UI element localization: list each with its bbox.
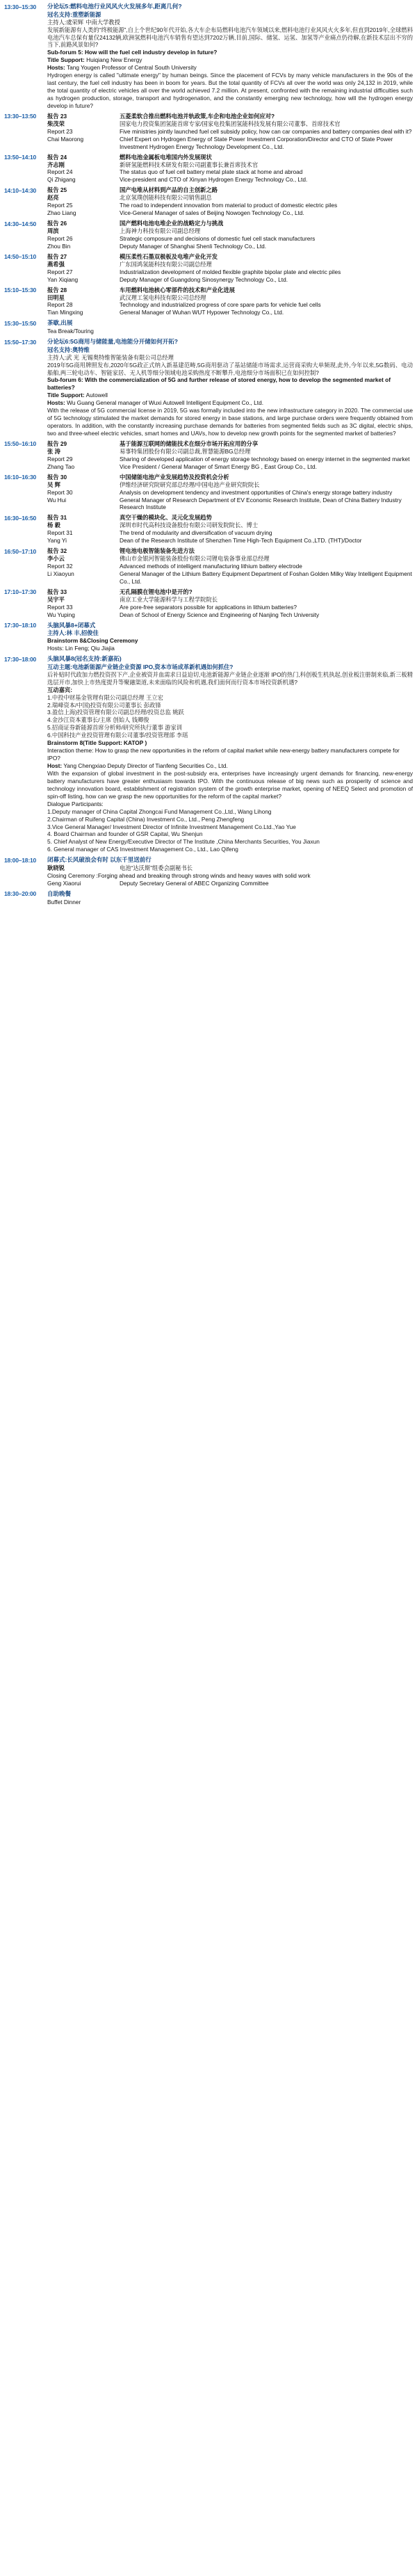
report-speaker-en bbox=[47, 537, 413, 545]
report-number-cn: 报告 30 bbox=[47, 473, 67, 481]
report-number-cn: 报告 23 bbox=[47, 112, 67, 120]
subforum-label-en: Sub-forum 5: bbox=[47, 49, 83, 56]
report-speaker-cn bbox=[47, 261, 413, 268]
speaker-title-cn: 南京工业大学能源科学与工程学院院长 bbox=[120, 595, 218, 603]
host-label-cn: 主持人:虞荣辉 bbox=[47, 18, 84, 26]
report-number-en: Report 31 bbox=[47, 529, 73, 537]
list-item: 4.金沙江资本董事长/主席 创始人 钱卿俊 bbox=[47, 716, 149, 724]
brainstorm-host-cn: 主持人:林 丰,招俊佳 bbox=[47, 629, 99, 637]
report-title-cn bbox=[47, 514, 413, 522]
speaker-name-en: Zhao Liang bbox=[47, 209, 76, 217]
speaker-title-cn: 易事特集团股份有限公司副总裁,智慧能源BG总经理 bbox=[120, 447, 251, 455]
host-name-cn: 中南大学教授 bbox=[85, 18, 120, 26]
report-title-en bbox=[47, 128, 413, 136]
speaker-title-cn: 新研氢能燃料技术研发有限公司副董事长兼首席技术官 bbox=[120, 161, 259, 168]
report-number-cn: 报告 27 bbox=[47, 252, 67, 260]
subforum-text-en: With the commercialization of 5G and further release of stored energy, how to develop the segmented market of batteries? bbox=[47, 376, 391, 392]
report-title-cn bbox=[47, 474, 413, 481]
closing-title-en: Closing Ceremony :Forging ahead and breaking through strong winds and heavy waves with solid work bbox=[47, 871, 311, 879]
hosts-text-en: Wu Guang General manager of Wuxi Autowell Intelligent Equipment Co., Ltd. bbox=[67, 399, 264, 407]
speaker-title-cn: 电池“达沃斯”组委会副秘书长 bbox=[120, 864, 193, 871]
time-slot: 15:50–16:10 bbox=[4, 440, 37, 448]
brainstorm8-title-en: Brainstorm 8(Title Support: KATOP ) bbox=[47, 739, 147, 747]
report-number-en: Report 23 bbox=[47, 127, 73, 135]
speaker-title-en: Chief Expert on Hydrogen Energy of State Power Investment Corporation/Director and CTO of State Power Investment Hydrogen Energy Technology Development Co., Ltd. bbox=[120, 135, 393, 150]
report-number-en: Report 24 bbox=[47, 168, 73, 176]
list-item: 5. Chief Analyst of New Energy/Executive Director of The Institute ,China Merchants Securities, You Jiaxun bbox=[47, 838, 320, 846]
report-number-en: Report 33 bbox=[47, 603, 73, 611]
speaker-title-en: General Manager of Research Department of EV Economic Research Institute, Dean of China Battery Industry Research Institute bbox=[120, 496, 402, 511]
brainstorm8-topic-en: Interaction theme: How to grasp the new opportunities in the reform of capital market while new-energy battery manufacturers compete for IPO? bbox=[47, 747, 400, 762]
agenda-block-closing bbox=[4, 856, 413, 887]
session-host-en bbox=[47, 399, 413, 407]
report-text-cn: 燃料电池金属板电堆国内外发展现状 bbox=[120, 153, 212, 161]
agenda-block-subforum6 bbox=[4, 338, 413, 437]
speaker-name-cn: 耿晓锐 bbox=[47, 864, 65, 871]
speaker-name-cn: 柴茂荣 bbox=[47, 120, 65, 127]
speaker-title-en: Dean of School of Energy Science and Engineering of Nanjing Tech University bbox=[120, 611, 320, 618]
report-title-cn bbox=[47, 186, 413, 194]
speaker-name-cn: 李小云 bbox=[47, 555, 65, 563]
report-speaker-en bbox=[47, 497, 413, 512]
teabreak-label-cn: 茶歇,出展 bbox=[47, 319, 73, 327]
report-text-en: The trend of modularity and diversification of vacuum drying bbox=[120, 529, 272, 537]
report-text-en: Sharing of developed application of energy storage technology based on energy internet in the segmented market bbox=[120, 455, 410, 462]
host-text-en: Yang Chengxiao Deputy Director of Tianfeng Securities Co., Ltd. bbox=[63, 762, 228, 770]
report-speaker-cn bbox=[47, 194, 413, 202]
dinner-label-en: Buffet Dinner bbox=[47, 898, 81, 905]
speaker-name-en: Wu Yuping bbox=[47, 611, 75, 618]
time-slot: 16:10–16:30 bbox=[4, 474, 37, 481]
session-desc-en: Hydrogen energy is called "ultimate energy" by human beings. Since the placement of FCVs by many vehicle manufacturers in the 90s of the last century, the fuel cell industry has been in boom for years. But the total quantity of FCVs all over the world was only 24,132 in 2019, while the total quantity of electric vehicles all over the world achieved 7.2 million. At present, confronted with the remaining industrial difficulties such as hydrogen production, storage, transport and hydrogenation, and the constantly emerging new technology, how will the hydrogen energy develop in future? bbox=[47, 72, 413, 109]
brainstorm8-title-cn: 头脑风暴8(冠名支持:新嘉拓) bbox=[47, 655, 122, 663]
agenda-block-report29 bbox=[4, 440, 413, 471]
report-text-cn: 基于能源互联网的储能技术在细分市场开拓应用的分享 bbox=[120, 440, 259, 447]
closing-speaker-cn bbox=[47, 864, 413, 872]
report-number-cn: 报告 26 bbox=[47, 220, 67, 227]
speaker-name-en: Qi Zhigang bbox=[47, 176, 76, 184]
report-title-cn bbox=[47, 220, 413, 227]
speaker-name-cn: 张 涛 bbox=[47, 447, 60, 455]
brainstorm8-guests-label-en: Dialogue Participants: bbox=[47, 800, 104, 807]
agenda-block-report27 bbox=[4, 253, 413, 284]
support-text-en: Autowell bbox=[85, 392, 108, 399]
speaker-title-cn: 国家电力投资集团氢能首席专家/国家电投集团氢能科技发展有限公司董事、首席技术官 bbox=[120, 120, 341, 127]
time-slot: 13:50–14:10 bbox=[4, 154, 37, 161]
subforum-label-en: Sub-forum 6: bbox=[47, 376, 83, 384]
subforum-text-en: How will the fuel cell industry develop in future? bbox=[84, 49, 218, 56]
speaker-name-en: Yang Yi bbox=[47, 537, 67, 545]
report-text-en: Technology and industrialized progress of core spare parts for vehicle fuel cells bbox=[120, 301, 321, 309]
time-slot: 13:30–15:30 bbox=[4, 3, 37, 10]
time-slot: 15:30–15:50 bbox=[4, 319, 37, 327]
agenda-block-report23 bbox=[4, 113, 413, 151]
report-number-cn: 报告 24 bbox=[47, 153, 67, 161]
brainstorm-host-en: Hosts: Lin Feng; Qiu Jiajia bbox=[47, 645, 115, 652]
report-title-en bbox=[47, 529, 413, 537]
speaker-name-cn: 吴 辉 bbox=[47, 481, 60, 488]
session-host-cn bbox=[47, 354, 413, 362]
speaker-title-en: Vice President / General Manager of Smart Energy BG , East Group Co., Ltd. bbox=[120, 462, 317, 470]
list-item: 2.瑞峰资本/中国)投资有限公司董事长 彭政锋 bbox=[47, 701, 161, 709]
agenda-block-report31 bbox=[4, 514, 413, 545]
time-slot: 18:30–20:00 bbox=[4, 890, 37, 898]
report-speaker-en bbox=[47, 463, 413, 471]
report-speaker-en bbox=[47, 570, 413, 586]
speaker-name-cn: 赵亮 bbox=[47, 194, 59, 202]
report-number-cn: 报告 31 bbox=[47, 514, 67, 522]
report-title-cn bbox=[47, 253, 413, 261]
speaker-name-en: Li Xiaoyun bbox=[47, 570, 74, 577]
support-label-en: Title Support: bbox=[47, 392, 85, 399]
report-title-en bbox=[47, 456, 413, 463]
time-slot: 13:30–13:50 bbox=[4, 113, 37, 120]
report-speaker-en bbox=[47, 209, 413, 217]
speaker-name-cn: 齐志刚 bbox=[47, 161, 65, 168]
report-number-en: Report 28 bbox=[47, 301, 73, 309]
report-title-cn bbox=[47, 287, 413, 294]
agenda-block-teabreak bbox=[4, 319, 413, 335]
speaker-name-en: Geng Xiaorui bbox=[47, 879, 81, 887]
report-number-en: Report 27 bbox=[47, 268, 73, 275]
session-title-cn: 分论坛5:燃料电池行业风风火火发展多年,距离几何? bbox=[47, 3, 182, 10]
report-text-cn: 中国储能电池产业发展趋势及投资机会分析 bbox=[120, 473, 229, 481]
time-slot: 15:10–15:30 bbox=[4, 287, 37, 294]
speaker-name-cn: 燕希强 bbox=[47, 260, 65, 268]
agenda-page bbox=[0, 0, 417, 913]
closing-speaker-en bbox=[47, 880, 413, 887]
report-title-cn bbox=[47, 588, 413, 596]
report-number-en: Report 30 bbox=[47, 488, 73, 496]
speaker-title-cn: 深圳市时代高科技设备股份有限公司研发院院长、博士 bbox=[120, 522, 259, 529]
list-item: 6. General manager of CAS Investment Management Co., Ltd., Lao Qifeng bbox=[47, 846, 238, 853]
time-slot: 16:30–16:50 bbox=[4, 514, 37, 522]
report-number-cn: 报告 25 bbox=[47, 186, 67, 194]
time-slot: 14:10–14:30 bbox=[4, 186, 37, 194]
agenda-block-subforum5 bbox=[4, 3, 413, 110]
report-speaker-en bbox=[47, 309, 413, 316]
speaker-name-cn: 田明星 bbox=[47, 293, 65, 301]
speaker-title-cn: 伊维经济研究院研究部总经理/中国电池产业研究院院长 bbox=[120, 481, 260, 488]
agenda-block-brainstorm-header bbox=[4, 622, 413, 653]
support-label-en: Title Support: bbox=[47, 56, 85, 64]
report-title-en bbox=[47, 563, 413, 570]
speaker-name-cn: 周滨 bbox=[47, 227, 59, 235]
speaker-name-en: Yan Xiqiang bbox=[47, 275, 79, 283]
list-item: 1.中投中财基金管理有限公司副总经理 王立宏 bbox=[47, 693, 163, 701]
report-title-cn bbox=[47, 113, 413, 120]
report-text-cn: 五菱柔软合推出燃料电池并轨政策,车企和电池企业如何应对? bbox=[120, 112, 275, 120]
report-speaker-cn bbox=[47, 161, 413, 169]
brainstorm8-host-en bbox=[47, 762, 413, 770]
report-text-cn: 模压柔性石墨双极板及电堆产业化开发 bbox=[120, 252, 218, 260]
speaker-title-en: Vice-General Manager of sales of Beijing Nowogen Technology Co., Ltd. bbox=[120, 209, 304, 217]
session-support-cn: 冠名支持:奥特维 bbox=[47, 346, 90, 353]
brainstorm8-topic-cn: 互动主题:电池新能源产业链企业资源 IPO,资本市场成革新机遇如何抓住? bbox=[47, 663, 234, 670]
report-text-en: Strategic composure and decisions of domestic fuel cell stack manufacturers bbox=[120, 234, 316, 242]
speaker-name-en: Zhang Tao bbox=[47, 462, 75, 470]
agenda-block-report28 bbox=[4, 287, 413, 317]
session-host-en bbox=[47, 64, 413, 72]
time-slot: 17:10–17:30 bbox=[4, 588, 37, 596]
session-host-cn bbox=[47, 19, 413, 26]
time-slot: 15:50–17:30 bbox=[4, 338, 37, 346]
agenda-block-report24 bbox=[4, 154, 413, 184]
session-subforum-en bbox=[47, 49, 413, 56]
speaker-name-en: Wu Hui bbox=[47, 496, 67, 504]
report-speaker-en bbox=[47, 611, 413, 619]
list-item: 1.Deputy manager of China Capital Zhongcai Fund Management Co.,Ltd., Wang Lihong bbox=[47, 807, 272, 815]
speaker-title-en: General Manager of the Lithium Battery Equipment Department of Foshan Golden Milky Way Intelligent Equipment Co., Ltd. bbox=[120, 570, 412, 585]
report-text-en: Are pore-free separators possible for applications in lithium batteries? bbox=[120, 603, 297, 611]
report-title-en bbox=[47, 489, 413, 497]
report-text-cn: 无孔隔膜在锂电池中是开的? bbox=[120, 588, 193, 595]
report-title-en bbox=[47, 235, 413, 243]
report-speaker-cn bbox=[47, 294, 413, 302]
report-number-cn: 报告 29 bbox=[47, 440, 67, 447]
session-desc-cn: 2019年5G商用牌照发布,2020年5G政正式纳入新基建范畴,5G商用驱动了基站储能市场需求,运营商采购大单频现,此外,今年以来,5G数码、电动船舶,两三轮电动车、智能家居、无人机等细分领域电池采购热度不断攀升,电池细分市场面积已在如何控制? bbox=[47, 361, 413, 376]
report-text-cn: 真空干燥的模块化、灵元化发展趋势 bbox=[120, 514, 212, 522]
brainstorm8-guests-label-cn: 互动嘉宾: bbox=[47, 686, 72, 693]
host-name-cn: 无锡奥特维智能装备有限公司总经理 bbox=[81, 353, 174, 361]
agenda-block-report32 bbox=[4, 547, 413, 586]
report-text-en: The road to independent innovation from material to product of domestic electric piles bbox=[120, 202, 338, 209]
teabreak-label-en: Tea Break/Touring bbox=[47, 328, 94, 335]
support-text-en: Huiqiang New Energy bbox=[86, 56, 142, 64]
report-text-en: The status quo of fuel cell battery metal plate stack at home and abroad bbox=[120, 168, 303, 176]
dinner-label-cn: 自助晚餐 bbox=[47, 889, 72, 897]
report-number-en: Report 25 bbox=[47, 202, 73, 209]
list-item: 2.Chairman of Ruifeng Capital (China) Investment Co., Ltd., Peng Zhengfeng bbox=[47, 815, 245, 823]
report-number-en: Report 26 bbox=[47, 234, 73, 242]
session-desc-cn: 发展新能源有人类的“终极能源”,自上个世纪90年代开始,各大车企布局燃料电池汽车领域以来,燃料电池行业风风火火多年,但直到2019年,全球燃料电池汽车总保有量仅24132辆,欧洲氢燃料电池汽车销售有望达到7202万辆,目前,国际、储氢、运氢、加氢等产业痛点仍待解,在新技术层出不穷的当下,前路风景如何? bbox=[47, 26, 413, 49]
session-support-en bbox=[47, 56, 413, 64]
time-slot: 14:50–15:10 bbox=[4, 253, 37, 261]
speaker-title-cn: 上海神力科技有限公司副总经理 bbox=[120, 227, 201, 235]
brainstorm-title-cn: 头脑风暴8+闭幕式 bbox=[47, 621, 96, 629]
report-title-en bbox=[47, 604, 413, 611]
brainstorm8-guest-list-en bbox=[47, 808, 413, 854]
report-title-cn bbox=[47, 547, 413, 555]
report-speaker-cn bbox=[47, 448, 413, 456]
report-speaker-cn bbox=[47, 120, 413, 128]
brainstorm-title-en: Brainstorm 8&Closing Ceremony bbox=[47, 637, 138, 645]
speaker-title-en: Vice-president and CTO of Xinyan Hydrogen Energy Technology Co., Ltd. bbox=[120, 176, 308, 184]
report-text-en: Five ministries jointly launched fuel cell subsidy policy, how can car companies and battery companies deal with it? bbox=[120, 127, 412, 135]
speaker-name-en: Tian Mingxing bbox=[47, 309, 83, 316]
speaker-title-en: Deputy Manager of Guangdong Sinosynergy Technology Co., Ltd. bbox=[120, 275, 288, 283]
time-slot: 16:50–17:10 bbox=[4, 547, 37, 555]
hosts-text-en: Tang Yougen Professor of Central South University bbox=[66, 64, 197, 72]
speaker-title-en: Deputy Secretary General of ABEC Organizing Committee bbox=[120, 879, 269, 887]
session-support-cn: 冠名支持:重塑新能源 bbox=[47, 10, 101, 18]
time-slot: 18:00–18:10 bbox=[4, 856, 37, 864]
host-label-cn: 主持人:武 光 bbox=[47, 353, 80, 361]
report-speaker-en bbox=[47, 276, 413, 284]
report-number-en: Report 32 bbox=[47, 563, 73, 570]
time-slot: 14:30–14:50 bbox=[4, 220, 37, 227]
report-text-cn: 锂电池电极智能装备先进方法 bbox=[120, 547, 195, 555]
report-speaker-en bbox=[47, 176, 413, 184]
report-text-en: Industrialization development of molded flexible graphite bipolar plate and electric piles bbox=[120, 268, 341, 275]
hosts-label-en: Hosts: bbox=[47, 399, 65, 407]
report-number-cn: 报告 32 bbox=[47, 547, 67, 555]
session-title-cn: 分论坛6:5G商用与储能量,电池能分开储如何开拓? bbox=[47, 338, 178, 345]
report-text-cn: 车用燃料电池核心零部件的技术和产业化进展 bbox=[120, 286, 235, 293]
brainstorm8-desc-cn: 后补贴时代政加力燃投资拐下产,企业被资并血需求日益迫切,电池新能源产业链企业逐渐 IPO的热门,科创板生机执起,创业板注册制来临,新三板精选层开市,加快上市热度提升等聚融渠道,未来面临的风险和机遇,我们面何而行资本市场投资新机遇? bbox=[47, 670, 413, 686]
list-item: 3.Vice General Manager/ Investment Director of Infinite Investment Management Co.Ltd.,Yao Yue bbox=[47, 823, 296, 830]
host-label-en: Host: bbox=[47, 762, 63, 770]
speaker-name-cn: 杨 毅 bbox=[47, 522, 60, 529]
agenda-block-dinner bbox=[4, 890, 413, 906]
report-text-en: Analysis on development tendency and investment opportunities of China's energy storage battery industry bbox=[120, 488, 393, 496]
report-text-en: Advanced methods of intelligent manufacturing lithium battery electrode bbox=[120, 563, 302, 570]
closing-title-cn: 闭幕式:长风破浪会有时 以东千里送前行 bbox=[47, 856, 152, 864]
report-title-en bbox=[47, 268, 413, 276]
report-number-en: Report 29 bbox=[47, 455, 73, 462]
report-speaker-en bbox=[47, 136, 413, 151]
session-subforum-en bbox=[47, 376, 413, 392]
speaker-title-cn: 佛山市金银河智能装备股份有限公司锂电装备事业部总经理 bbox=[120, 555, 270, 563]
brainstorm8-desc-en: With the expansion of global investment in the post-subsidy era, enterprises have increasingly urgent demands for financing, new-energy battery manufacturers have greater enthusiasm towards IPO. With the continuous release of big news such as prosperity of science and technology innovation board, establishment of registration system of the growth enterprise market, opening of NEEQ Select and promotion of spin-off listing, how can we grasp the new opportunities for the reform of the capital market? bbox=[47, 769, 413, 800]
report-title-en bbox=[47, 202, 413, 209]
speaker-name-cn: 吴宇平 bbox=[47, 595, 65, 603]
report-number-cn: 报告 33 bbox=[47, 588, 67, 595]
report-title-cn bbox=[47, 440, 413, 448]
report-speaker-cn bbox=[47, 555, 413, 563]
speaker-title-cn: 北京氢璞创能科技有限公司销售副总 bbox=[120, 194, 212, 202]
speaker-name-en: Zhou Bin bbox=[47, 242, 71, 250]
report-speaker-cn bbox=[47, 522, 413, 529]
report-speaker-cn bbox=[47, 227, 413, 235]
hosts-label-en: Hosts: bbox=[47, 64, 65, 72]
list-item: 5.招商证券新能源首席分析师/研究所执行董事 游家训 bbox=[47, 724, 183, 732]
report-title-en bbox=[47, 301, 413, 309]
report-speaker-cn bbox=[47, 596, 413, 604]
agenda-block-report30 bbox=[4, 474, 413, 512]
session-support-en bbox=[47, 392, 413, 399]
report-speaker-cn bbox=[47, 481, 413, 489]
list-item: 3.盈信上海)投资管理有限公司副总经理/投资总监 姚跃 bbox=[47, 709, 184, 716]
agenda-block-report33 bbox=[4, 588, 413, 619]
speaker-title-cn: 武汉理工氢电科技有限公司总经理 bbox=[120, 293, 206, 301]
agenda-block-report26 bbox=[4, 220, 413, 250]
report-speaker-en bbox=[47, 243, 413, 250]
report-number-cn: 报告 28 bbox=[47, 286, 67, 293]
speaker-title-en: Deputy Manager of Shanghai Shenli Technology Co., Ltd. bbox=[120, 242, 267, 250]
speaker-title-cn: 广东国鸿氢能科技有限公司副总经理 bbox=[120, 260, 212, 268]
report-title-cn bbox=[47, 154, 413, 161]
time-slot: 17:30–18:00 bbox=[4, 655, 37, 663]
brainstorm8-guest-list-cn bbox=[47, 694, 413, 740]
list-item: 4. Board Chairman and founder of GSR Capital, Wu Shenjun bbox=[47, 830, 203, 838]
session-desc-en: With the release of 5G commercial license in 2019, 5G was formally included into the new infrastructure category in 2020. The commercial use of 5G technology stimulated the market demands for stored energy in base stations, and large purchase orders were frequently obtained from operators. In addition, with the constantly increasing purchase demands for batteries from segmented fields such as 3C digital, electric ships, two and three-wheel electric vehicles, smart homes and UAVs, how to develop new growth points for the segmented market of batteries? bbox=[47, 407, 413, 437]
report-text-cn: 国产燃料电池电堆企业的战略定力与挑战 bbox=[120, 220, 224, 227]
agenda-block-report25 bbox=[4, 186, 413, 217]
speaker-name-en: Chai Maorong bbox=[47, 135, 84, 143]
report-title-en bbox=[47, 168, 413, 176]
speaker-title-en: General Manager of Wuhan WUT Hypower Technology Co., Ltd. bbox=[120, 309, 284, 316]
report-text-cn: 国产电堆从材料到产品的自主创新之路 bbox=[120, 186, 218, 194]
list-item: 6.中国科技产业投资管理有限公司董事/投资管理部 李瑶 bbox=[47, 732, 188, 739]
speaker-title-en: Dean of the Research Institute of Shenzhen Time High-Tech Equipment Co.,LTD. (THT)/Doctor bbox=[120, 537, 362, 545]
time-slot: 17:30–18:10 bbox=[4, 622, 37, 629]
agenda-block-brainstorm8 bbox=[4, 655, 413, 853]
